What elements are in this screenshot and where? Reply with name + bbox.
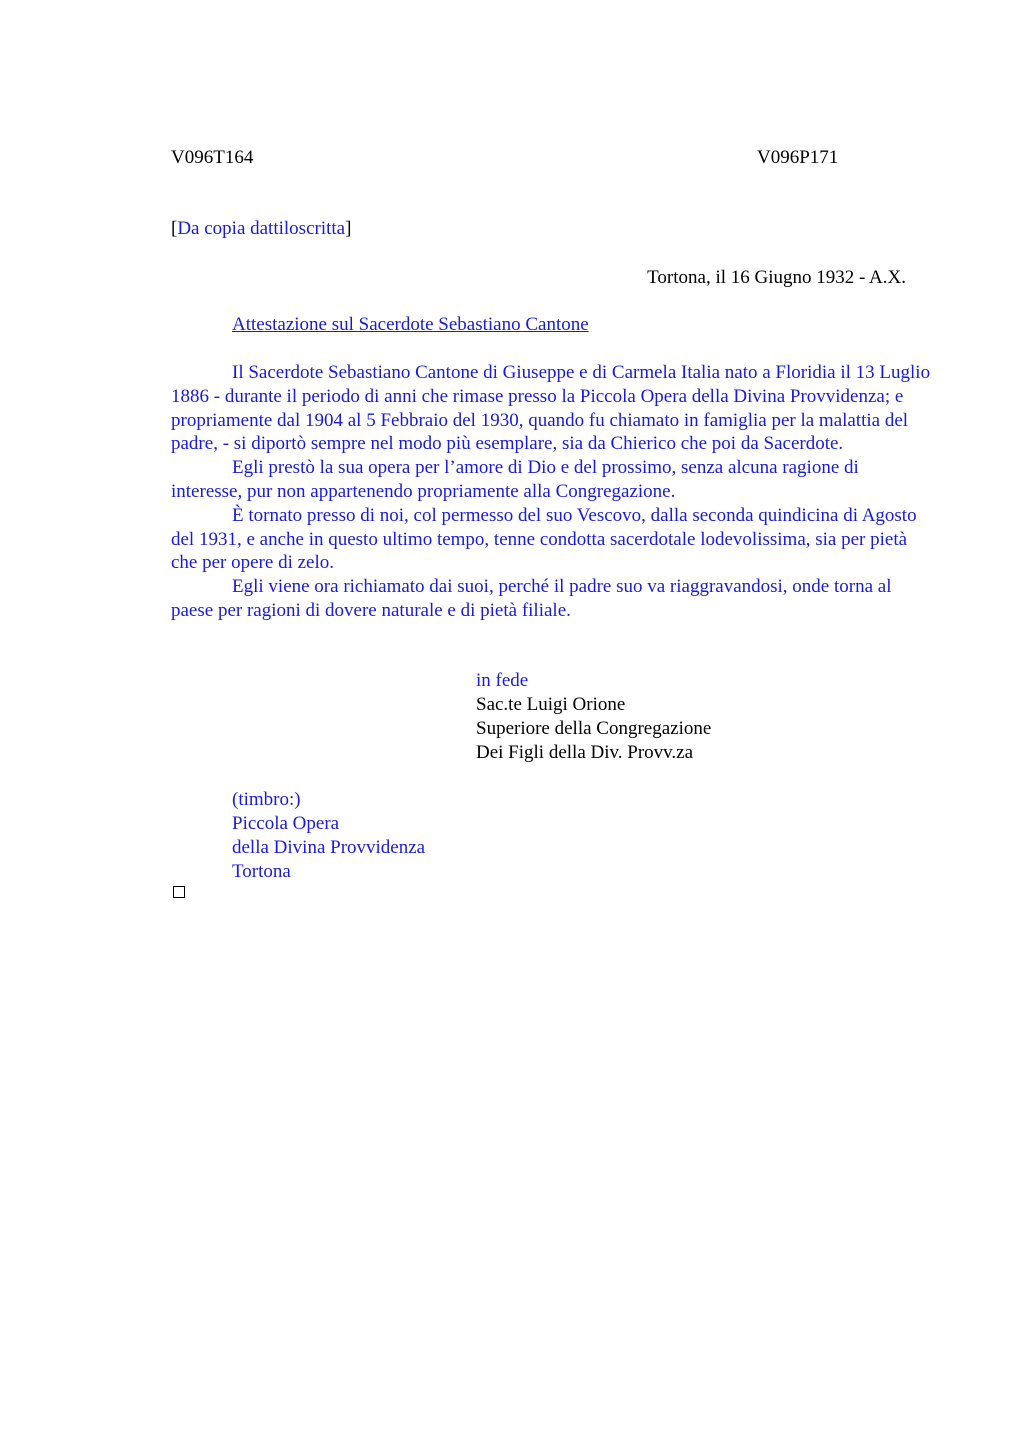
signature-block [476,669,711,765]
signature-name: Sac.te Luigi Orione [476,694,626,715]
body-paragraph-4: Egli viene ora richiamato dai suoi, perché il padre suo va riaggravandosi, onde torna al paese per ragioni di dovere naturale e di pietà filiale. [171,576,892,621]
date-line: Tortona, il 16 Giugno 1932 - A.X. [647,267,906,288]
body-paragraph-2: Egli prestò la sua opera per l’amore di Dio e del prossimo, senza alcuna ragione di interesse, pur non appartenendo propriamente alla Congregazione. [171,457,859,502]
signature-org: Dei Figli della Div. Provv.za [476,742,694,763]
source-note-text: Da copia dattiloscritta [177,218,346,239]
end-square-icon [173,886,185,898]
signature-role: Superiore della Congregazione [476,718,712,739]
source-note [171,217,351,241]
body-paragraph-3: È tornato presso di noi, col permesso del suo Vescovo, dalla seconda quindicina di Agosto del 1931, e anche in questo ultimo tempo, tenne condotta sacerdotale lodevolissima, sia per pietà che per opere di zelo. [171,504,917,574]
header-right-code: V096P171 [757,147,839,168]
letter-body [171,361,931,623]
stamp-line-1: Piccola Opera [232,813,340,834]
source-note-open-bracket: [ [171,218,178,239]
stamp-label: (timbro:) [232,789,301,810]
body-paragraph-1: Il Sacerdote Sebastiano Cantone di Giuseppe e di Carmela Italia nato a Floridia il 13 Luglio 1886 - durante il periodo di anni che rimase presso la Piccola Opera della Divina Provvidenza; e propriamente dal 1904 al 5 Febbraio del 1930, quando fu chiamato in famiglia per la malattia del padre, - si diportò sempre nel modo più esemplare, sia da Chierico che poi da Sacerdote. [171,362,931,455]
stamp-line-2: della Divina Provvidenza [232,837,426,858]
stamp-block [232,788,425,884]
source-note-close-bracket: ] [345,218,352,239]
header-left-code: V096T164 [171,147,254,168]
signature-closing: in fede [476,670,529,691]
stamp-line-3: Tortona [232,861,291,882]
document-title: Attestazione sul Sacerdote Sebastiano Cantone [232,314,589,335]
